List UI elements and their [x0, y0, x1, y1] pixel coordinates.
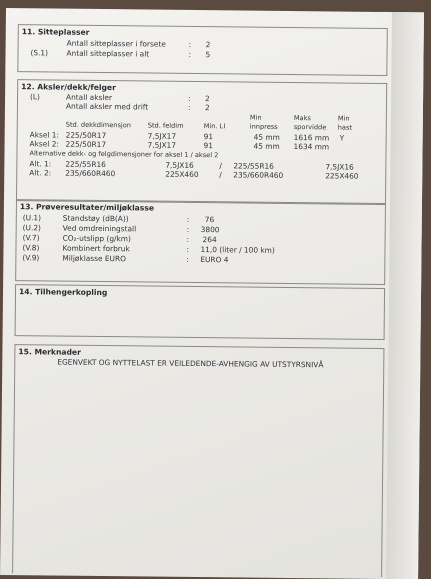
axle-inn: 45 mm: [253, 132, 280, 142]
header-hast-1: Min: [337, 114, 350, 123]
value: 264: [202, 235, 217, 245]
section-14-towbar: [15, 284, 386, 340]
axle-hast: Y: [339, 133, 345, 143]
label: Antall sitteplasser i alt: [66, 48, 150, 59]
code: (U.2): [22, 223, 41, 233]
colon: :: [188, 49, 192, 59]
alt-felg-1: 225X460: [165, 169, 199, 180]
header-felg: Std. feldim: [147, 121, 184, 130]
header-inn-1: Min: [249, 113, 262, 122]
header-dim: Std. dekkdimensjon: [65, 120, 132, 130]
label: Ved omdreiningstall: [62, 223, 137, 234]
code: (V.8): [22, 243, 40, 253]
label: Miljøklasse EURO: [62, 253, 126, 264]
alt-felg-1: 7,5JX16: [165, 160, 194, 170]
section-15-remarks: [12, 344, 384, 577]
remark-text: EGENVEKT OG NYTTELAST ER VEILEDENDE-AVHENGIG AV UTSTYRSNIVÅ: [57, 357, 324, 370]
label: Antall sitteplasser i forsete: [66, 38, 166, 49]
colon: :: [186, 224, 190, 234]
section-11-seats: [17, 24, 387, 76]
colon: :: [186, 214, 190, 224]
label: Standstøy (dB(A)): [62, 213, 129, 224]
document-page: [0, 8, 424, 579]
header-hast-2: hast: [337, 123, 353, 132]
section-title: 14. Tilhengerkopling: [18, 287, 108, 298]
value: 5: [205, 50, 211, 60]
colon: :: [186, 254, 189, 264]
code: (V.9): [22, 253, 40, 263]
alt-heading: Alternative dekk- og felgdimensjoner for aksel 1 / aksel 2: [29, 149, 219, 160]
alt-separator: /: [219, 161, 222, 171]
section-12-axles-tires: [16, 79, 387, 205]
section-title: 15. Merknader: [18, 347, 81, 357]
section-title: 12. Aksler/dekk/felger: [21, 82, 116, 93]
value: 11,0 (liter / 100 km): [200, 245, 275, 255]
colon: :: [187, 102, 191, 112]
header-spor-1: Maks: [293, 114, 311, 123]
code: (L): [30, 92, 41, 102]
alt-felg-2: 225X460: [325, 171, 359, 181]
code: (V.7): [22, 233, 40, 243]
value: 2: [205, 94, 210, 104]
colon: :: [186, 244, 190, 254]
axle-felg: 7,5JX17: [147, 140, 177, 150]
colon: :: [186, 234, 190, 244]
section-13-test-results: [15, 199, 386, 285]
page-edge: [386, 12, 424, 579]
value: EURO 4: [200, 255, 229, 265]
label: CO₂-utslipp (g/km): [62, 233, 131, 244]
alt-separator: /: [219, 170, 222, 180]
colon: :: [188, 39, 192, 49]
axle-inn: 45 mm: [253, 141, 280, 151]
axle-felg: 7,5JX17: [147, 131, 177, 141]
label: Antall aksler: [66, 92, 113, 103]
code: (S.1): [30, 48, 49, 58]
label: Kombinert forbruk: [62, 243, 130, 254]
value: 3800: [200, 225, 220, 235]
axle-label: Aksel 1:: [29, 130, 60, 140]
alt-dim-1: 235/660R460: [65, 168, 116, 179]
section-title: 13. Prøveresultater/miljøklasse: [19, 202, 155, 213]
section-title: 11. Sitteplasser: [21, 27, 90, 37]
value: 2: [204, 103, 210, 113]
header-inn-2: innpress: [249, 122, 278, 131]
alt-dim-2: 225/55R16: [233, 161, 274, 171]
alt-dim-1: 225/55R16: [65, 159, 106, 170]
alt-label: Alt. 2:: [29, 168, 52, 178]
value: 76: [204, 215, 215, 225]
axle-spor: 1634 mm: [293, 142, 330, 152]
axle-dim: 225/50R17: [65, 130, 107, 141]
label: Antall aksler med drift: [65, 101, 149, 112]
axle-li: 91: [203, 132, 214, 142]
alt-label: Alt. 1:: [29, 159, 52, 169]
axle-label: Aksel 2:: [29, 139, 59, 149]
axle-spor: 1616 mm: [293, 133, 330, 143]
header-li: Min. LI: [203, 122, 226, 131]
alt-dim-2: 235/660R460: [233, 170, 284, 180]
axle-li: 91: [203, 141, 214, 151]
header-spor-2: sporvidde: [293, 123, 327, 132]
axle-dim: 225/50R17: [65, 139, 107, 150]
alt-felg-2: 7,5JX16: [325, 162, 354, 172]
code: (U.1): [22, 213, 42, 223]
value: 2: [205, 40, 211, 50]
colon: :: [188, 93, 191, 103]
